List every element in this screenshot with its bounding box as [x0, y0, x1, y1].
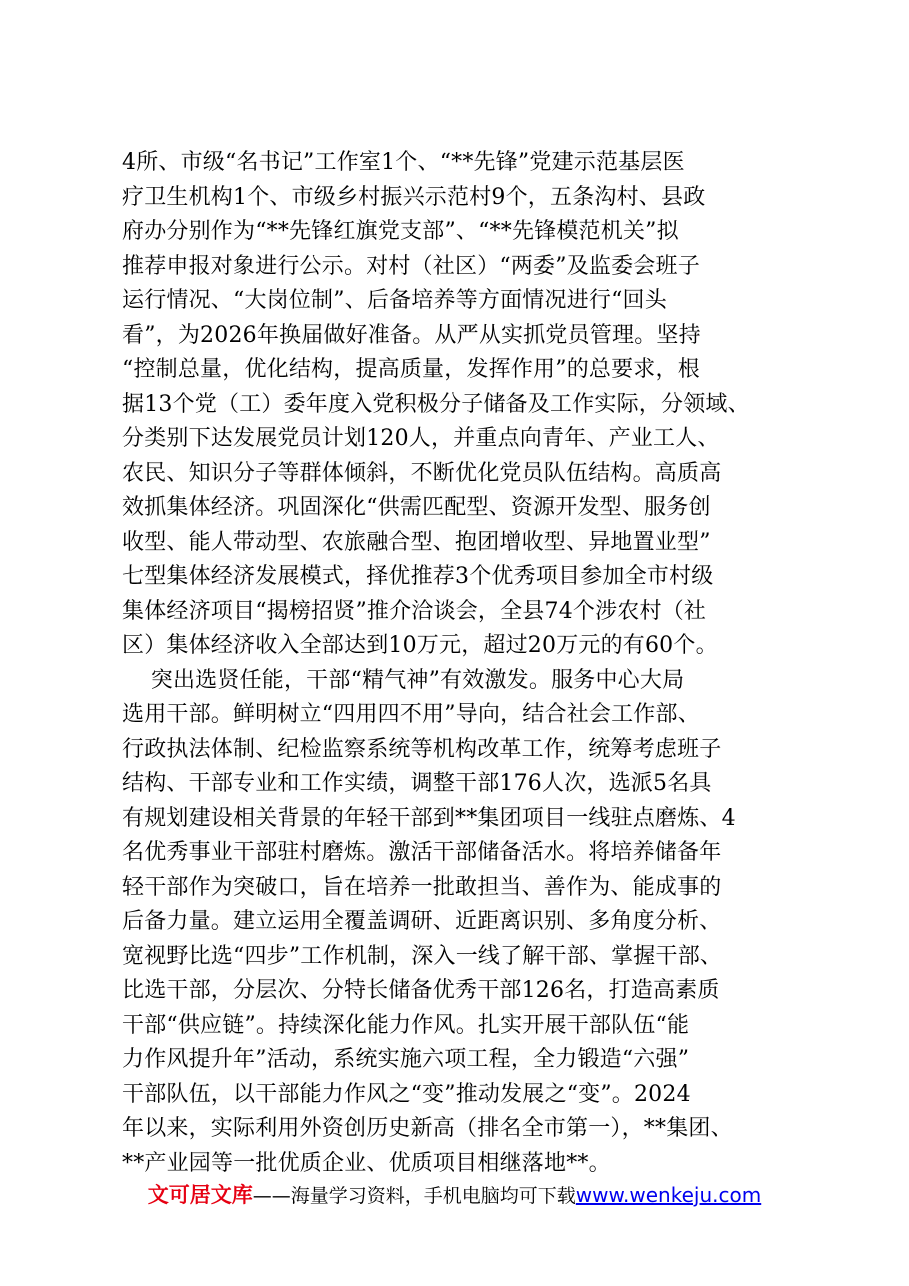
text-line: 有规划建设相关背景的年轻干部到**集团项目一线驻点磨炼、4 [122, 805, 736, 831]
footer-banner [0, 1181, 909, 1210]
text-line: 宽视野比选“四步”工作机制，深入一线了解干部、掌握干部、 [122, 943, 723, 969]
text-line: 府办分别作为“**先锋红旗党支部”、“**先锋模范机关”拟 [122, 219, 679, 244]
text-line: 效抓集体经济。巩固深化“供需匹配型、资源开发型、服务创 [122, 495, 711, 520]
text-line: 据13个党（工）委年度入党积极分子储备及工作实际，分领域、 [122, 391, 750, 417]
text-line: 区）集体经济收入全部达到10万元，超过20万元的有60个。 [122, 633, 718, 658]
text-line: 看”，为2026年换届做好准备。从严从实抓党员管理。坚持 [122, 322, 701, 348]
text-line: 名优秀事业干部驻村磨炼。激活干部储备活水。将培养储备年 [122, 840, 722, 865]
brand-name: 文可居文库 [147, 1183, 253, 1207]
text-line: 年以来，实际利用外资创历史新高（排名全市第一），**集团、 [122, 1116, 733, 1141]
text-line: 4所、市级“名书记”工作室1个、“**先锋”党建示范基层医 [122, 150, 685, 175]
text-line: 分类别下达发展党员计划120人，并重点向青年、产业工人、 [122, 426, 720, 451]
text-line: 集体经济项目“揭榜招贤”推介洽谈会，全县74个涉农村（社 [122, 598, 707, 624]
website-link[interactable]: www.wenkeju.com [575, 1183, 762, 1207]
text-line: 结构、干部专业和工作实绩，调整干部176人次，选派5名具 [122, 771, 712, 796]
text-line: 运行情况、“大岗位制”、后备培养等方面情况进行“回头 [122, 288, 667, 313]
text-line: 收型、能人带动型、农旅融合型、抱团增收型、异地置业型” [122, 529, 711, 555]
text-line: 后备力量。建立运用全覆盖调研、近距离识别、多角度分析、 [122, 909, 722, 934]
text-line: 轻干部作为突破口，旨在培养一批敢担当、善作为、能成事的 [122, 874, 722, 900]
text-line: **产业园等一批优质企业、优质项目相继落地**。 [122, 1150, 611, 1176]
text-line: “控制总量，优化结构，提高质量，发挥作用”的总要求，根 [122, 357, 700, 382]
text-line: 七型集体经济发展模式，择优推荐3个优秀项目参加全市村级 [122, 564, 714, 589]
body-text [122, 146, 812, 1181]
footer-description: ——海量学习资料，手机电脑均可下载 [252, 1185, 576, 1207]
text-line: 疗卫生机构1个、市级乡村振兴示范村9个，五条沟村、县政 [122, 184, 706, 210]
text-line: 突出选贤任能，干部“精气神”有效激发。服务中心大局 [122, 667, 685, 693]
text-line: 力作风提升年”活动，系统实施六项工程，全力锻造“六强” [122, 1047, 690, 1072]
text-line: 农民、知识分子等群体倾斜，不断优化党员队伍结构。高质高 [122, 460, 722, 486]
text-line: 推荐申报对象进行公示。对村（社区）“两委”及监委会班子 [122, 253, 700, 279]
text-line: 干部队伍，以干部能力作风之“变”推动发展之“变”。2024 [122, 1081, 691, 1107]
text-line: 行政执法体制、纪检监察系统等机构改革工作，统筹考虑班子 [122, 736, 722, 762]
text-line: 比选干部，分层次、分特长储备优秀干部126名，打造高素质 [122, 978, 720, 1003]
text-line: 选用干部。鲜明树立“四用四不用”导向，结合社会工作部、 [122, 702, 700, 727]
text-line: 干部“供应链”。持续深化能力作风。扎实开展干部队伍“能 [122, 1012, 690, 1038]
